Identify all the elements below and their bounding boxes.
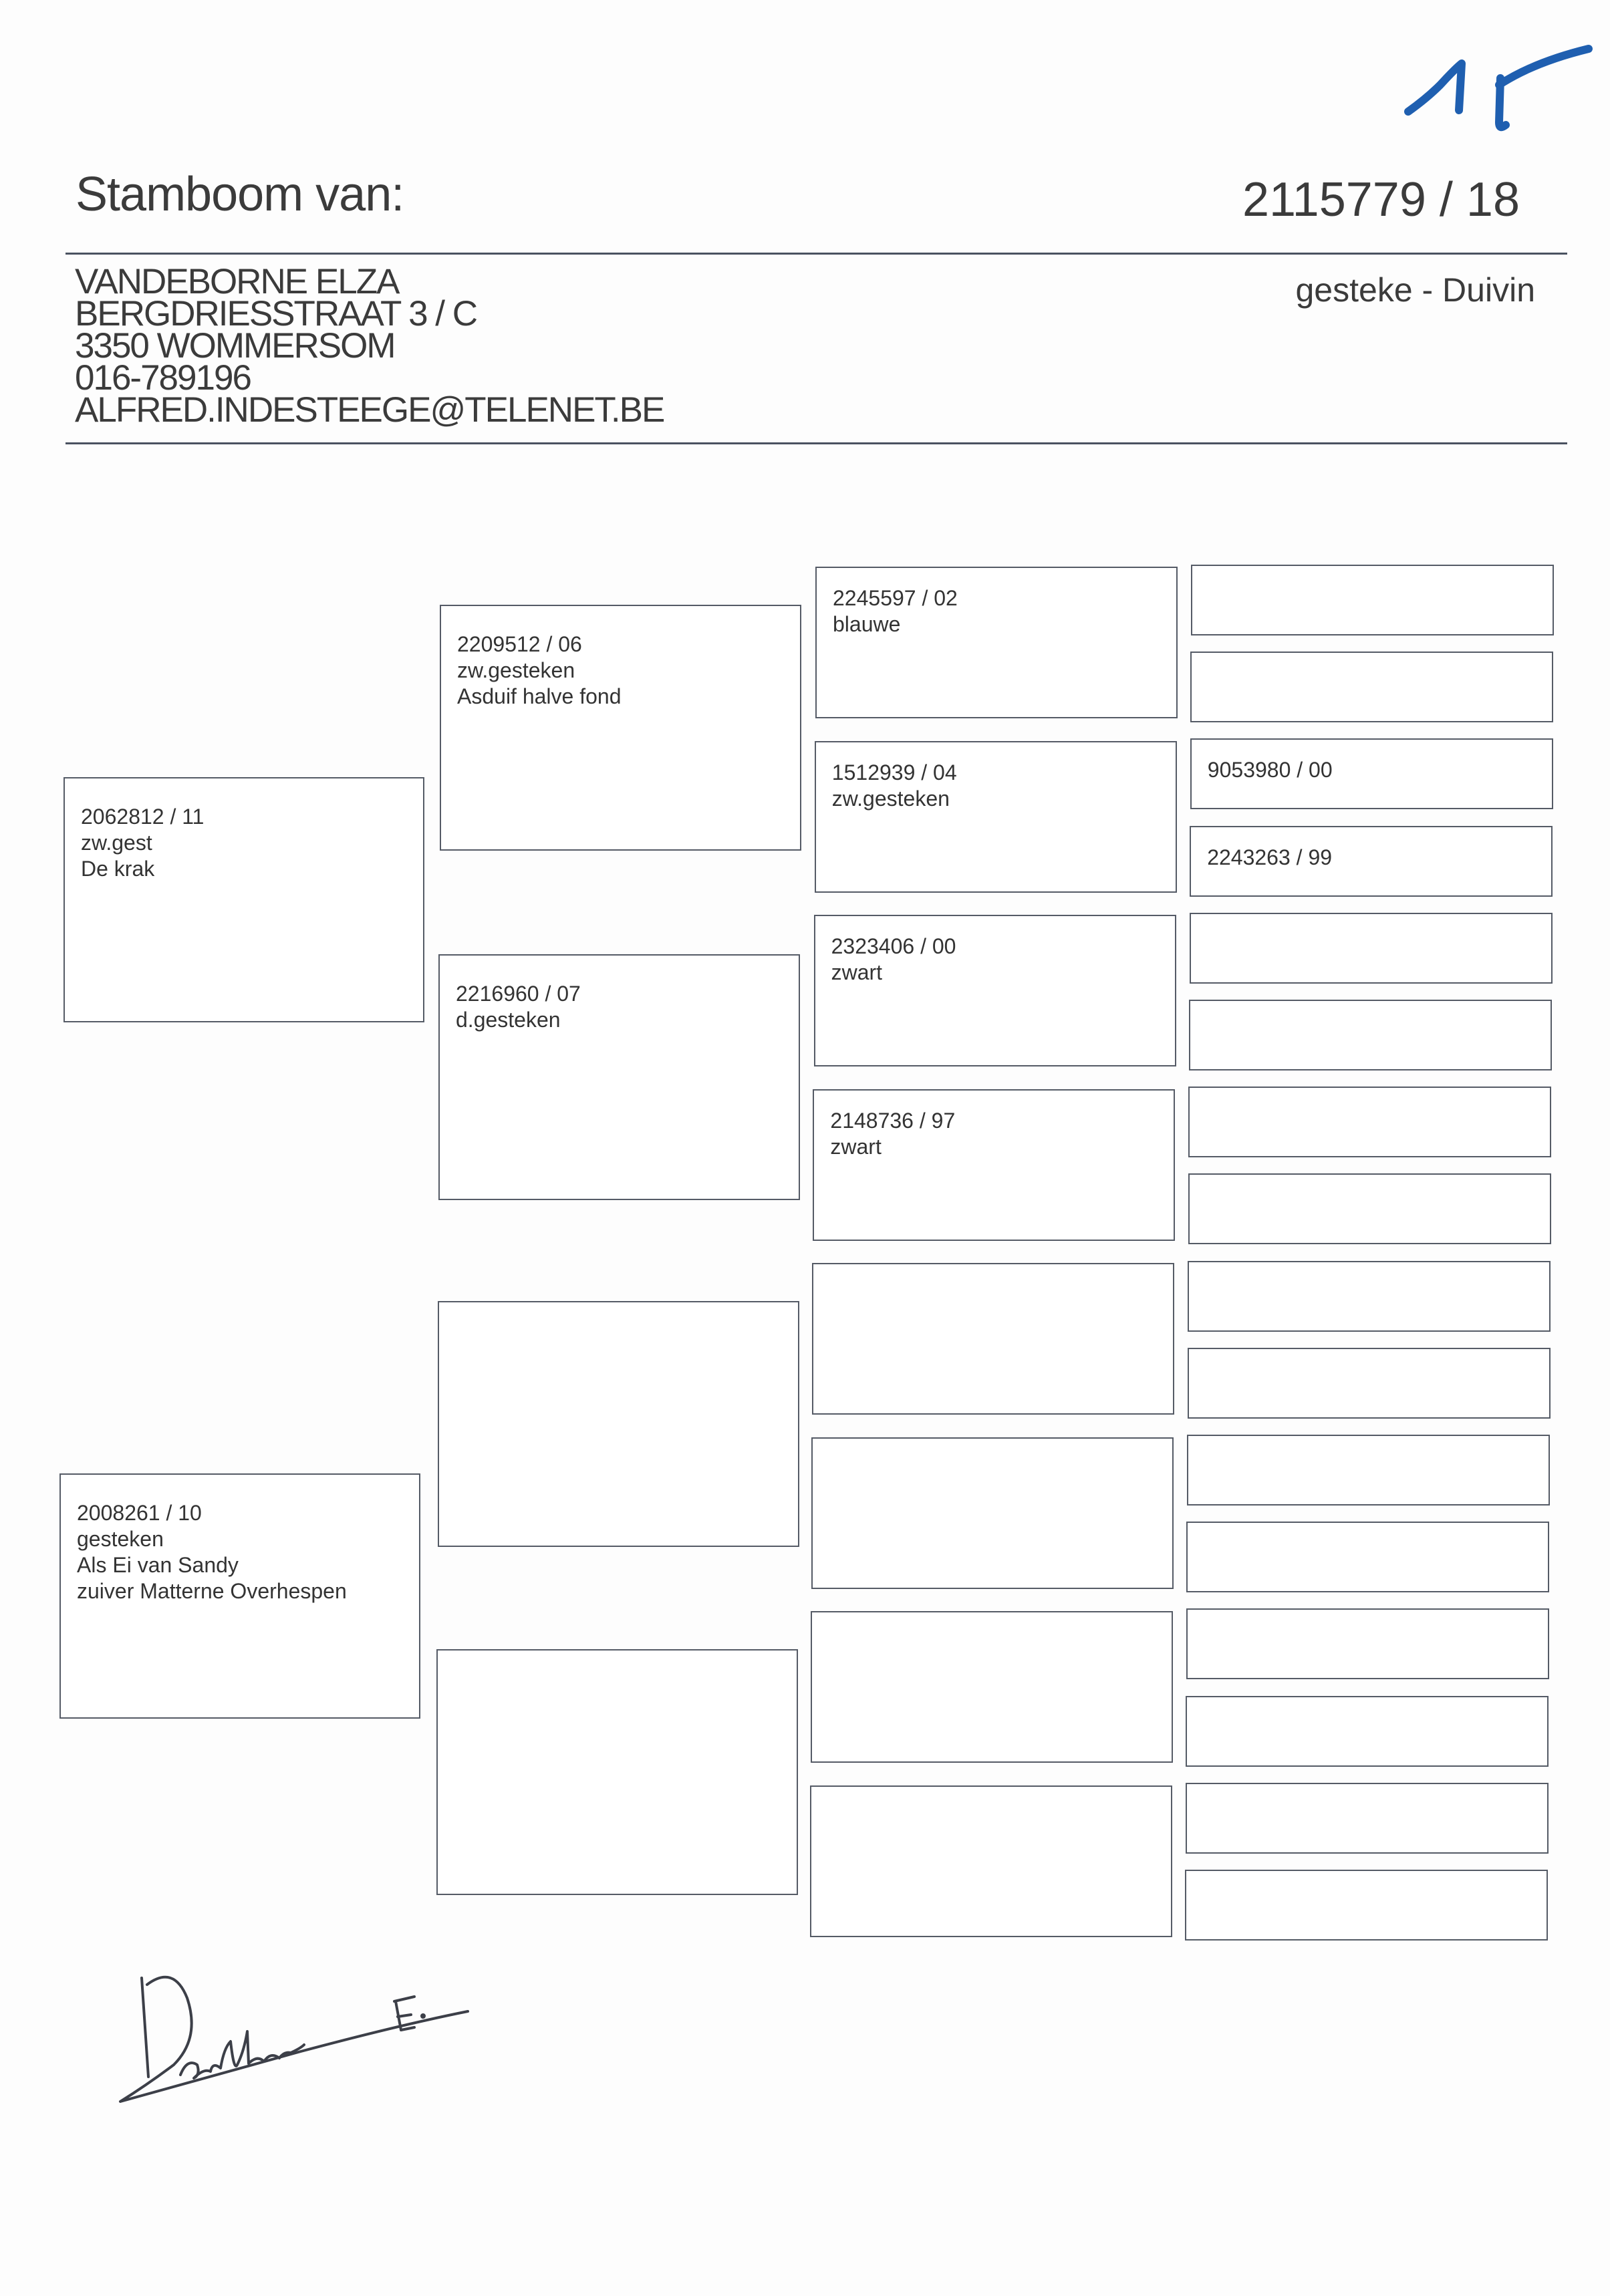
great-great-grandparent-box	[1188, 1348, 1551, 1419]
great-grandparent-box	[813, 1089, 1175, 1241]
ring-number: 2062812 / 11	[81, 805, 205, 829]
pigeon-detail: zw.gesteken	[831, 786, 950, 811]
great-great-grandparent-box	[1186, 1522, 1549, 1592]
grandparent-box	[438, 954, 800, 1200]
great-grandparent-box	[815, 567, 1178, 718]
pigeon-detail: zuiver Matterne Overhespen	[77, 1579, 347, 1603]
great-great-grandparent-box	[1189, 1000, 1552, 1070]
great-great-grandparent-box	[1190, 738, 1553, 809]
pigeon-detail: d.gesteken	[456, 1008, 561, 1032]
owner-phone: 016-789196	[75, 358, 251, 398]
great-great-grandparent-box	[1191, 565, 1554, 635]
owner-street: BERGDRIESSTRAAT 3 / C	[75, 294, 477, 333]
owner-divider	[65, 442, 1567, 444]
grandparent-box	[436, 1649, 798, 1895]
parent-box-father	[63, 777, 424, 1022]
pigeon-detail: gesteken	[77, 1527, 164, 1551]
page-title: Stamboom van:	[76, 168, 404, 221]
great-great-grandparent-box	[1185, 1870, 1548, 1941]
pigeon-detail: blauwe	[833, 612, 901, 636]
owner-email: ALFRED.INDESTEEGE@TELENET.BE	[75, 390, 664, 430]
great-great-grandparent-box	[1190, 826, 1553, 897]
pigeon-detail: De krak	[81, 857, 155, 881]
pigeon-detail: zwart	[830, 1134, 882, 1159]
pigeon-detail: Asduif halve fond	[457, 684, 622, 708]
ring-number: 2245597 / 02	[833, 586, 958, 610]
pigeon-detail: zwart	[831, 960, 883, 984]
great-grandparent-box	[810, 1785, 1172, 1937]
great-great-grandparent-box	[1186, 1783, 1549, 1854]
header-divider	[65, 253, 1567, 255]
owner-city: 3350 WOMMERSOM	[75, 326, 395, 366]
great-great-grandparent-box	[1186, 1696, 1549, 1767]
parent-box-mother	[59, 1473, 420, 1719]
great-great-grandparent-box	[1187, 1435, 1550, 1505]
great-grandparent-box	[814, 915, 1176, 1066]
pigeon-detail: zw.gest	[81, 831, 152, 855]
ring-number: 1512939 / 04	[831, 760, 957, 784]
grandparent-box	[438, 1301, 799, 1547]
handwritten-page-number-icon	[1400, 37, 1601, 144]
great-grandparent-box	[812, 1263, 1174, 1415]
great-great-grandparent-box	[1190, 652, 1553, 722]
pigeon-detail: zw.gesteken	[457, 658, 575, 682]
pigeon-detail: Als Ei van Sandy	[77, 1553, 239, 1577]
pigeon-color-sex: gesteke - Duivin	[1295, 271, 1535, 309]
great-great-grandparent-box	[1188, 1261, 1551, 1332]
great-great-grandparent-box	[1190, 913, 1553, 984]
ring-number: 2008261 / 10	[77, 1501, 202, 1525]
pigeon-ring-number: 2115779 / 18	[1242, 173, 1520, 227]
owner-name: VANDEBORNE ELZA	[75, 262, 399, 301]
ring-number: 2243263 / 99	[1207, 845, 1333, 869]
ring-number: 2216960 / 07	[456, 982, 581, 1006]
ring-number: 9053980 / 00	[1207, 758, 1333, 782]
ring-number: 2148736 / 97	[830, 1108, 956, 1133]
signature-icon	[100, 1938, 515, 2112]
ring-number: 2323406 / 00	[831, 934, 956, 958]
great-grandparent-box	[811, 1437, 1174, 1589]
great-grandparent-box	[815, 741, 1177, 893]
owner-address-block	[75, 262, 664, 430]
great-grandparent-box	[811, 1611, 1173, 1763]
great-great-grandparent-box	[1188, 1087, 1551, 1157]
ring-number: 2209512 / 06	[457, 632, 582, 656]
great-great-grandparent-box	[1186, 1608, 1549, 1679]
grandparent-box	[440, 605, 801, 851]
great-great-grandparent-box	[1188, 1173, 1551, 1244]
